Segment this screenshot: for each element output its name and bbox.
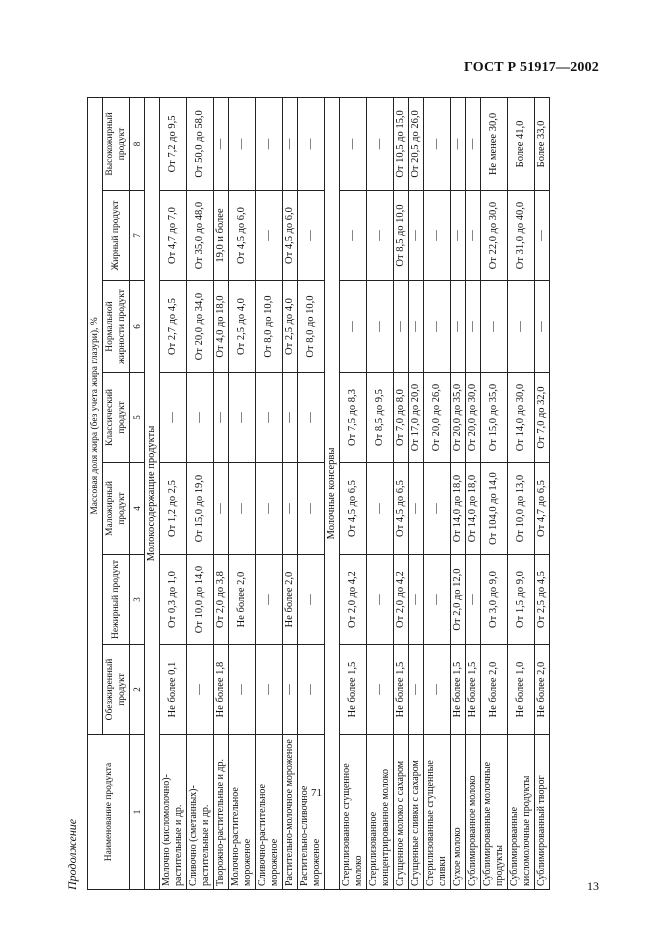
fat-value-cell: Не более 1,5: [466, 645, 481, 735]
fat-value-cell: Не менее 30,0: [481, 97, 508, 190]
fat-value-cell: От 4,7 до 6,5: [535, 463, 550, 555]
table-row: [424, 97, 451, 889]
fat-value-cell: —: [367, 555, 394, 645]
fat-value-cell: —: [187, 645, 214, 735]
fat-value-cell: —: [481, 281, 508, 373]
fat-value-cell: От 15,0 до 19,0: [187, 463, 214, 555]
fat-value-cell: —: [424, 645, 451, 735]
fat-value-cell: От 4,5 до 6,0: [283, 191, 298, 281]
fat-value-cell: От 8,0 до 10,0: [256, 281, 283, 373]
fat-value-cell: —: [367, 97, 394, 190]
col-number: 5: [130, 373, 145, 463]
fat-value-cell: —: [298, 97, 325, 190]
fat-value-cell: От 2,0 до 12,0: [451, 555, 466, 645]
product-name-cell: Сублимированные молочные продукты: [481, 735, 508, 890]
table-row: [367, 97, 394, 889]
table-row: [160, 97, 187, 889]
fat-value-cell: —: [367, 463, 394, 555]
fat-value-cell: —: [187, 373, 214, 463]
product-name-cell: Сухое молоко: [451, 735, 466, 890]
table-row: [229, 97, 256, 889]
section-heading: Молочные консервы: [325, 97, 340, 889]
fat-content-table: [87, 97, 550, 890]
fat-value-cell: —: [229, 373, 256, 463]
fat-value-cell: —: [256, 555, 283, 645]
fat-value-cell: —: [451, 97, 466, 190]
header-fat-group: Массовая доля жира (без учета жира глазури), %: [88, 97, 103, 734]
fat-value-cell: От 14,0 до 18,0: [466, 463, 481, 555]
table-row: [451, 97, 466, 889]
fat-value-cell: —: [424, 281, 451, 373]
product-name-cell: Сливочно-растительное мороженое: [256, 735, 283, 890]
fat-value-cell: Не более 1,5: [394, 645, 409, 735]
fat-value-cell: От 2,5 до 4,0: [283, 281, 298, 373]
product-name-cell: Сгущенное молоко с сахаром: [394, 735, 409, 890]
fat-value-cell: От 7,0 до 32,0: [535, 373, 550, 463]
fat-value-cell: От 1,5 до 9,0: [508, 555, 535, 645]
fat-value-cell: Не более 2,0: [229, 555, 256, 645]
product-name-cell: Молочно (кисломолочно)-растительные и др.: [160, 735, 187, 890]
fat-value-cell: —: [298, 463, 325, 555]
fat-value-cell: —: [367, 281, 394, 373]
col-number: 7: [130, 191, 145, 281]
fat-value-cell: От 2,5 до 4,5: [535, 555, 550, 645]
fat-value-cell: Не более 2,0: [535, 645, 550, 735]
fat-value-cell: От 35,0 до 48,0: [187, 191, 214, 281]
fat-value-cell: —: [340, 281, 367, 373]
table-row: [535, 97, 550, 889]
fat-value-cell: —: [424, 463, 451, 555]
product-name-cell: Сгущенные сливки с сахаром: [409, 735, 424, 890]
fat-value-cell: —: [340, 97, 367, 190]
fat-value-cell: От 2,0 до 4,2: [340, 555, 367, 645]
fat-value-cell: —: [451, 281, 466, 373]
fat-value-cell: От 7,2 до 9,5: [160, 97, 187, 190]
fat-value-cell: От 10,0 до 14,0: [187, 555, 214, 645]
col-number: 3: [130, 555, 145, 645]
fat-value-cell: —: [424, 555, 451, 645]
fat-value-cell: Не более 1,5: [340, 645, 367, 735]
fat-value-cell: Не более 1,0: [508, 645, 535, 735]
fat-value-cell: От 0,3 до 1,0: [160, 555, 187, 645]
header-col: Маложирный продукт: [103, 463, 130, 555]
fat-value-cell: От 3,0 до 9,0: [481, 555, 508, 645]
col-number: 2: [130, 645, 145, 735]
fat-value-cell: —: [466, 191, 481, 281]
product-name-cell: Стерилизованное концентрированное молоко: [367, 735, 394, 890]
fat-value-cell: —: [214, 97, 229, 190]
fat-value-cell: —: [409, 191, 424, 281]
fat-value-cell: —: [283, 373, 298, 463]
header-col: Нормальной жирности продукт: [103, 281, 130, 373]
fat-value-cell: —: [256, 373, 283, 463]
fat-value-cell: —: [535, 191, 550, 281]
header-product-name: Наименование продукта: [88, 735, 130, 890]
fat-value-cell: —: [283, 463, 298, 555]
table-row: [394, 97, 409, 889]
product-name-cell: Сублимированное молоко: [466, 735, 481, 890]
rotated-table-block: [65, 98, 598, 890]
product-name-cell: Растительно-сливочное мороженое: [298, 735, 325, 890]
fat-value-cell: От 14,0 до 30,0: [508, 373, 535, 463]
fat-value-cell: От 50,0 до 58,0: [187, 97, 214, 190]
fat-value-cell: —: [466, 281, 481, 373]
product-name-cell: Стерилизованные сгущенные сливки: [424, 735, 451, 890]
col-number: 8: [130, 97, 145, 190]
fat-value-cell: От 20,0 до 26,0: [424, 373, 451, 463]
table-row: [187, 97, 214, 889]
table-row: [283, 97, 298, 889]
fat-value-cell: От 20,0 до 35,0: [451, 373, 466, 463]
fat-value-cell: —: [367, 645, 394, 735]
fat-value-cell: От 20,0 до 34,0: [187, 281, 214, 373]
fat-value-cell: Не более 2,0: [283, 555, 298, 645]
fat-value-cell: От 10,0 до 13,0: [508, 463, 535, 555]
fat-value-cell: От 15,0 до 35,0: [481, 373, 508, 463]
fat-value-cell: —: [466, 555, 481, 645]
fat-value-cell: От 31,0 до 40,0: [508, 191, 535, 281]
fat-value-cell: От 8,5 до 10,0: [394, 191, 409, 281]
fat-value-cell: От 20,5 до 26,0: [409, 97, 424, 190]
fat-value-cell: От 4,7 до 7,0: [160, 191, 187, 281]
section-heading: Молокосодержащие продукты: [145, 97, 160, 889]
fat-value-cell: —: [214, 463, 229, 555]
fat-value-cell: —: [424, 191, 451, 281]
table-row: [298, 97, 325, 889]
standard-number: ГОСТ Р 51917—2002: [463, 60, 599, 75]
fat-value-cell: От 1,2 до 2,5: [160, 463, 187, 555]
fat-value-cell: От 4,5 до 6,5: [340, 463, 367, 555]
fat-value-cell: От 8,5 до 9,5: [367, 373, 394, 463]
fat-value-cell: —: [508, 281, 535, 373]
fat-value-cell: —: [298, 555, 325, 645]
header-col: Высокожирный продукт: [103, 97, 130, 190]
header-col: Жирный продукт: [103, 191, 130, 281]
fat-value-cell: —: [256, 97, 283, 190]
fat-value-cell: От 20,0 до 30,0: [466, 373, 481, 463]
table-row: [256, 97, 283, 889]
table-row: [214, 97, 229, 889]
fat-value-cell: —: [409, 463, 424, 555]
fat-value-cell: —: [409, 281, 424, 373]
col-number: 6: [130, 281, 145, 373]
product-name-cell: Растительно-молочное мороженое: [283, 735, 298, 890]
fat-value-cell: От 8,0 до 10,0: [298, 281, 325, 373]
product-name-cell: Творожно-растительные и др.: [214, 735, 229, 890]
product-name-cell: Молочно-растительное мороженое: [229, 735, 256, 890]
fat-value-cell: От 2,7 до 4,5: [160, 281, 187, 373]
fat-value-cell: —: [535, 281, 550, 373]
fat-value-cell: От 7,0 до 8,0: [394, 373, 409, 463]
page-number-right: 13: [587, 879, 599, 893]
fat-value-cell: —: [229, 463, 256, 555]
fat-value-cell: От 4,5 до 6,0: [229, 191, 256, 281]
fat-value-cell: —: [298, 645, 325, 735]
fat-value-cell: —: [409, 645, 424, 735]
fat-value-cell: —: [466, 97, 481, 190]
header-col: Обезжиренный продукт: [103, 645, 130, 735]
fat-value-cell: —: [256, 463, 283, 555]
fat-value-cell: Более 33,0: [535, 97, 550, 190]
fat-value-cell: —: [394, 281, 409, 373]
fat-value-cell: От 10,5 до 15,0: [394, 97, 409, 190]
table-row: [508, 97, 535, 889]
col-number: 1: [130, 735, 145, 890]
fat-value-cell: Не более 0,1: [160, 645, 187, 735]
fat-value-cell: Более 41,0: [508, 97, 535, 190]
fat-value-cell: —: [229, 97, 256, 190]
table-row: [481, 97, 508, 889]
header-col: Классический продукт: [103, 373, 130, 463]
header-col: Нежирный продукт: [103, 555, 130, 645]
fat-value-cell: От 17,0 до 20,0: [409, 373, 424, 463]
fat-value-cell: Не более 2,0: [481, 645, 508, 735]
fat-value-cell: —: [256, 191, 283, 281]
product-name-cell: Стерилизованное сгущенное молоко: [340, 735, 367, 890]
fat-value-cell: —: [451, 191, 466, 281]
continuation-caption: Продолжение: [65, 818, 79, 890]
table-row: [340, 97, 367, 889]
fat-value-cell: —: [283, 97, 298, 190]
fat-value-cell: От 7,5 до 8,3: [340, 373, 367, 463]
fat-value-cell: —: [229, 645, 256, 735]
fat-value-cell: От 14,0 до 18,0: [451, 463, 466, 555]
fat-value-cell: От 2,0 до 3,8: [214, 555, 229, 645]
table-row: [409, 97, 424, 889]
fat-value-cell: —: [298, 191, 325, 281]
fat-value-cell: —: [214, 373, 229, 463]
fat-value-cell: —: [283, 645, 298, 735]
product-name-cell: Сублимированный творог: [535, 735, 550, 890]
fat-value-cell: —: [367, 191, 394, 281]
fat-value-cell: 19,0 и более: [214, 191, 229, 281]
fat-value-cell: —: [298, 373, 325, 463]
fat-value-cell: От 22,0 до 30,0: [481, 191, 508, 281]
fat-value-cell: Не более 1,5: [451, 645, 466, 735]
fat-value-cell: Не более 1,8: [214, 645, 229, 735]
fat-value-cell: От 4,5 до 6,5: [394, 463, 409, 555]
page-number-left: 71: [311, 787, 322, 799]
fat-value-cell: —: [409, 555, 424, 645]
fat-value-cell: —: [424, 97, 451, 190]
fat-value-cell: От 2,0 до 4,2: [394, 555, 409, 645]
fat-value-cell: От 4,0 до 18,0: [214, 281, 229, 373]
fat-value-cell: От 2,5 до 4,0: [229, 281, 256, 373]
fat-value-cell: —: [340, 191, 367, 281]
table-row: [466, 97, 481, 889]
col-number: 4: [130, 463, 145, 555]
fat-value-cell: —: [160, 373, 187, 463]
fat-value-cell: От 104,0 до 14,0: [481, 463, 508, 555]
fat-value-cell: —: [256, 645, 283, 735]
product-name-cell: Сублимированные кисломолочные продукты: [508, 735, 535, 890]
product-name-cell: Сливочно (сметанных)-растительные и др.: [187, 735, 214, 890]
